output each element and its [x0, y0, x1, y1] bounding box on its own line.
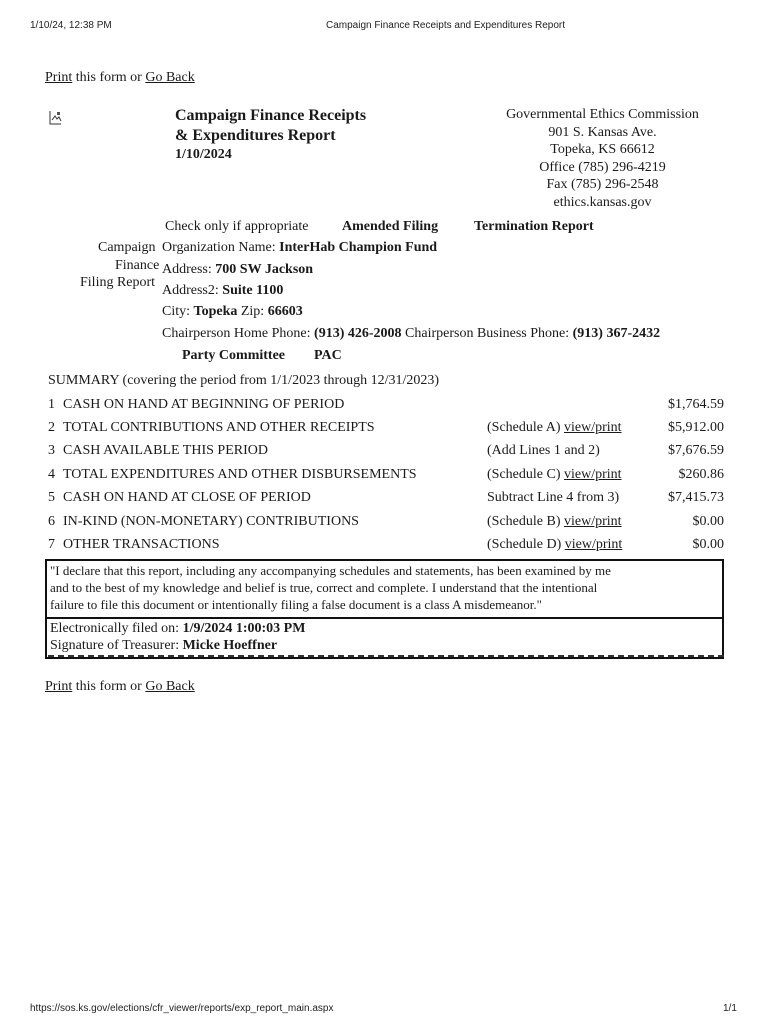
commission-fax: Fax (785) 296-2548	[546, 177, 659, 192]
schedule-text: (Schedule D)	[487, 537, 565, 552]
address2-row	[162, 283, 283, 299]
treasurer-value: Micke Hoeffner	[182, 638, 278, 653]
row-number: 2	[48, 420, 55, 435]
summary-row	[48, 490, 724, 512]
commission-web: ethics.kansas.gov	[553, 194, 652, 210]
nav-top	[45, 70, 195, 86]
nav-text: this form or	[72, 70, 146, 85]
row-schedule: Subtract Line 4 from 3)	[487, 490, 620, 505]
row-amount: $0.00	[692, 514, 724, 529]
signature-dashed-rule	[48, 655, 724, 657]
print-link-bottom[interactable]: Print	[45, 679, 73, 694]
nav-text-bottom: this form or	[72, 679, 146, 694]
report-title-line2: & Expenditures Report	[175, 127, 336, 144]
schedule-text: (Schedule C)	[487, 467, 564, 482]
print-url: https://sos.ks.gov/elections/cfr_viewer/reports/exp_report_main.aspx	[30, 1003, 334, 1014]
side-label-campaign: Campaign	[98, 240, 156, 255]
city-value: Topeka	[193, 304, 238, 319]
row-number: 5	[48, 490, 55, 505]
business-phone-label: Chairperson Business Phone:	[405, 326, 570, 341]
row-amount: $7,676.59	[668, 443, 724, 458]
schedule-text: (Schedule B)	[487, 514, 564, 529]
filed-label: Electronically filed on:	[50, 621, 180, 636]
summary-row	[48, 420, 724, 442]
org-name-label: Organization Name:	[162, 240, 276, 255]
phone-row	[162, 326, 660, 342]
row-schedule	[487, 467, 622, 483]
declaration-text	[50, 562, 611, 613]
summary-row	[48, 397, 724, 419]
row-label: IN-KIND (NON-MONETARY) CONTRIBUTIONS	[63, 514, 359, 529]
zip-value: 66603	[267, 304, 303, 319]
summary-row	[48, 514, 724, 536]
row-schedule	[487, 420, 622, 436]
zip-label: Zip:	[240, 304, 265, 319]
business-phone-value: (913) 367-2432	[572, 326, 661, 341]
row-label: CASH AVAILABLE THIS PERIOD	[63, 443, 268, 458]
side-label-finance: Finance	[115, 258, 160, 273]
home-phone-label: Chairperson Home Phone:	[162, 326, 311, 341]
party-committee: Party Committee	[182, 348, 286, 363]
commission-name: Governmental Ethics Commission	[506, 107, 699, 122]
row-schedule: (Add Lines 1 and 2)	[487, 443, 600, 458]
row-number: 6	[48, 514, 55, 529]
home-phone-value: (913) 426-2008	[314, 326, 402, 341]
row-schedule	[487, 537, 622, 553]
treasurer-label: Signature of Treasurer:	[50, 638, 180, 653]
print-link[interactable]: Print	[45, 70, 73, 85]
row-number: 1	[48, 397, 55, 412]
schedule-b-view-print-link[interactable]: view/print	[563, 514, 622, 529]
commission-office: Office (785) 296-4219	[539, 159, 666, 175]
filed-value: 1/9/2024 1:00:03 PM	[182, 621, 306, 636]
summary-row	[48, 467, 724, 489]
declaration-line3: failure to file this document or intentionally filing a false document is a class A misdemeanor."	[50, 597, 542, 612]
go-back-link-bottom[interactable]: Go Back	[145, 679, 195, 694]
address-row	[162, 262, 313, 278]
row-number: 4	[48, 467, 55, 482]
summary-heading: SUMMARY (covering the period from 1/1/2023 through 12/31/2023)	[48, 373, 440, 388]
commission-city: Topeka, KS 66612	[550, 142, 655, 157]
print-datetime: 1/10/24, 12:38 PM	[30, 20, 112, 31]
address2-value: Suite 1100	[222, 283, 284, 298]
org-name-row	[162, 240, 437, 256]
row-label: CASH ON HAND AT BEGINNING OF PERIOD	[63, 397, 345, 412]
row-label: CASH ON HAND AT CLOSE OF PERIOD	[63, 490, 311, 505]
pac: PAC	[314, 348, 342, 363]
print-page-number: 1/1	[723, 1003, 737, 1014]
row-label: OTHER TRANSACTIONS	[63, 537, 220, 552]
row-label: TOTAL EXPENDITURES AND OTHER DISBURSEMENTS	[63, 467, 417, 482]
address-label: Address:	[162, 262, 212, 277]
print-page-title: Campaign Finance Receipts and Expenditures Report	[326, 20, 566, 31]
commission-street: 901 S. Kansas Ave.	[548, 124, 657, 140]
broken-image-icon	[48, 110, 64, 126]
row-number: 7	[48, 537, 55, 552]
declaration-line2: and to the best of my knowledge and belief is true, correct and complete. I understand that the intentional	[50, 580, 598, 595]
row-amount: $5,912.00	[668, 420, 724, 435]
city-zip-row	[162, 304, 303, 320]
schedule-text: (Schedule A)	[487, 420, 564, 435]
schedule-d-view-print-link[interactable]: view/print	[564, 537, 623, 552]
row-number: 3	[48, 443, 55, 458]
row-label: TOTAL CONTRIBUTIONS AND OTHER RECEIPTS	[63, 420, 375, 435]
row-amount: $7,415.73	[668, 490, 724, 505]
amended-filing: Amended Filing	[342, 219, 439, 234]
filed-row	[50, 621, 305, 637]
city-label: City:	[162, 304, 191, 319]
schedule-c-view-print-link[interactable]: view/print	[563, 467, 622, 482]
commission-info	[460, 106, 745, 211]
row-schedule	[487, 514, 622, 530]
row-amount: $260.86	[678, 467, 724, 482]
schedule-a-view-print-link[interactable]: view/print	[563, 420, 622, 435]
address-value: 700 SW Jackson	[215, 262, 314, 277]
treasurer-row	[50, 638, 277, 654]
row-amount: $1,764.59	[668, 397, 724, 412]
address2-label: Address2:	[162, 283, 219, 298]
org-name-value: InterHab Champion Fund	[279, 240, 438, 255]
summary-row	[48, 443, 724, 465]
report-date: 1/10/2024	[175, 147, 232, 162]
side-label-filing-report: Filing Report	[80, 275, 156, 290]
go-back-link[interactable]: Go Back	[145, 70, 195, 85]
declaration-line1: "I declare that this report, including any accompanying schedules and statements, has been examined by me	[50, 563, 611, 578]
check-label: Check only if appropriate	[165, 219, 309, 234]
row-amount: $0.00	[692, 537, 724, 552]
report-title-line1: Campaign Finance Receipts	[175, 107, 367, 124]
nav-bottom	[45, 679, 195, 695]
summary-row	[48, 537, 724, 559]
termination-report: Termination Report	[474, 219, 594, 234]
